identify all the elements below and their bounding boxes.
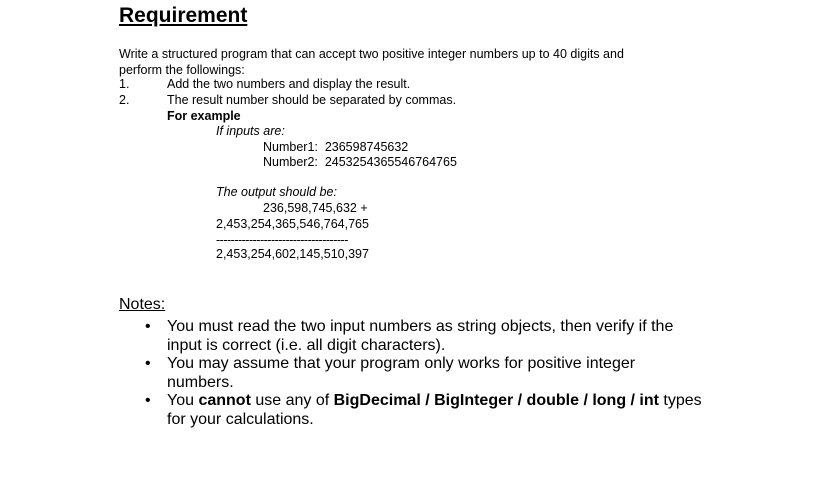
note-text: You may assume that your program only works for positive integer numbers.	[167, 355, 636, 391]
step-text: The result number should be separated by commas.	[167, 93, 457, 107]
note-text: You must read the two input numbers as string objects, then verify if the input is correct (i.e. all digit characters).	[167, 318, 674, 354]
note-emphasis: cannot	[198, 392, 251, 409]
bullet-icon: •	[145, 318, 151, 335]
notes-heading: Notes:	[119, 296, 166, 313]
notes-list	[145, 318, 705, 429]
bullet-icon: •	[145, 355, 151, 372]
output-label: The output should be:	[216, 185, 337, 199]
inputs-label: If inputs are:	[216, 124, 285, 138]
note-text-part: use any of	[250, 392, 334, 409]
output-line-2: 2,453,254,365,546,764,765	[216, 217, 369, 231]
page-title: Requirement	[119, 4, 248, 27]
note-text-part: You	[167, 392, 199, 409]
note-text	[167, 392, 706, 428]
note-text-part: types for your calculations.	[167, 392, 707, 428]
step-text: Add the two numbers and display the result.	[167, 77, 411, 91]
output-rule: ------------------------------------	[216, 233, 348, 247]
example-heading: For example	[167, 109, 241, 123]
input-number-1: Number1: 236598745632	[263, 140, 409, 154]
intro-line-2: perform the followings:	[119, 63, 245, 77]
intro-line-1: Write a structured program that can accept two positive integer numbers up to 40 digits and	[119, 47, 624, 61]
list-item	[145, 392, 705, 429]
input-number-2: Number2: 2453254365546764765	[263, 155, 457, 169]
output-line-1: 236,598,745,632 +	[263, 201, 368, 215]
step-number: 1.	[119, 77, 130, 91]
intro-text	[119, 46, 624, 78]
step-number: 2.	[119, 93, 130, 107]
list-item	[145, 355, 705, 392]
list-item	[145, 318, 705, 355]
note-emphasis: BigDecimal / BigInteger / double / long / int	[333, 392, 659, 409]
bullet-icon: •	[145, 392, 151, 409]
output-result: 2,453,254,602,145,510,397	[216, 247, 369, 261]
